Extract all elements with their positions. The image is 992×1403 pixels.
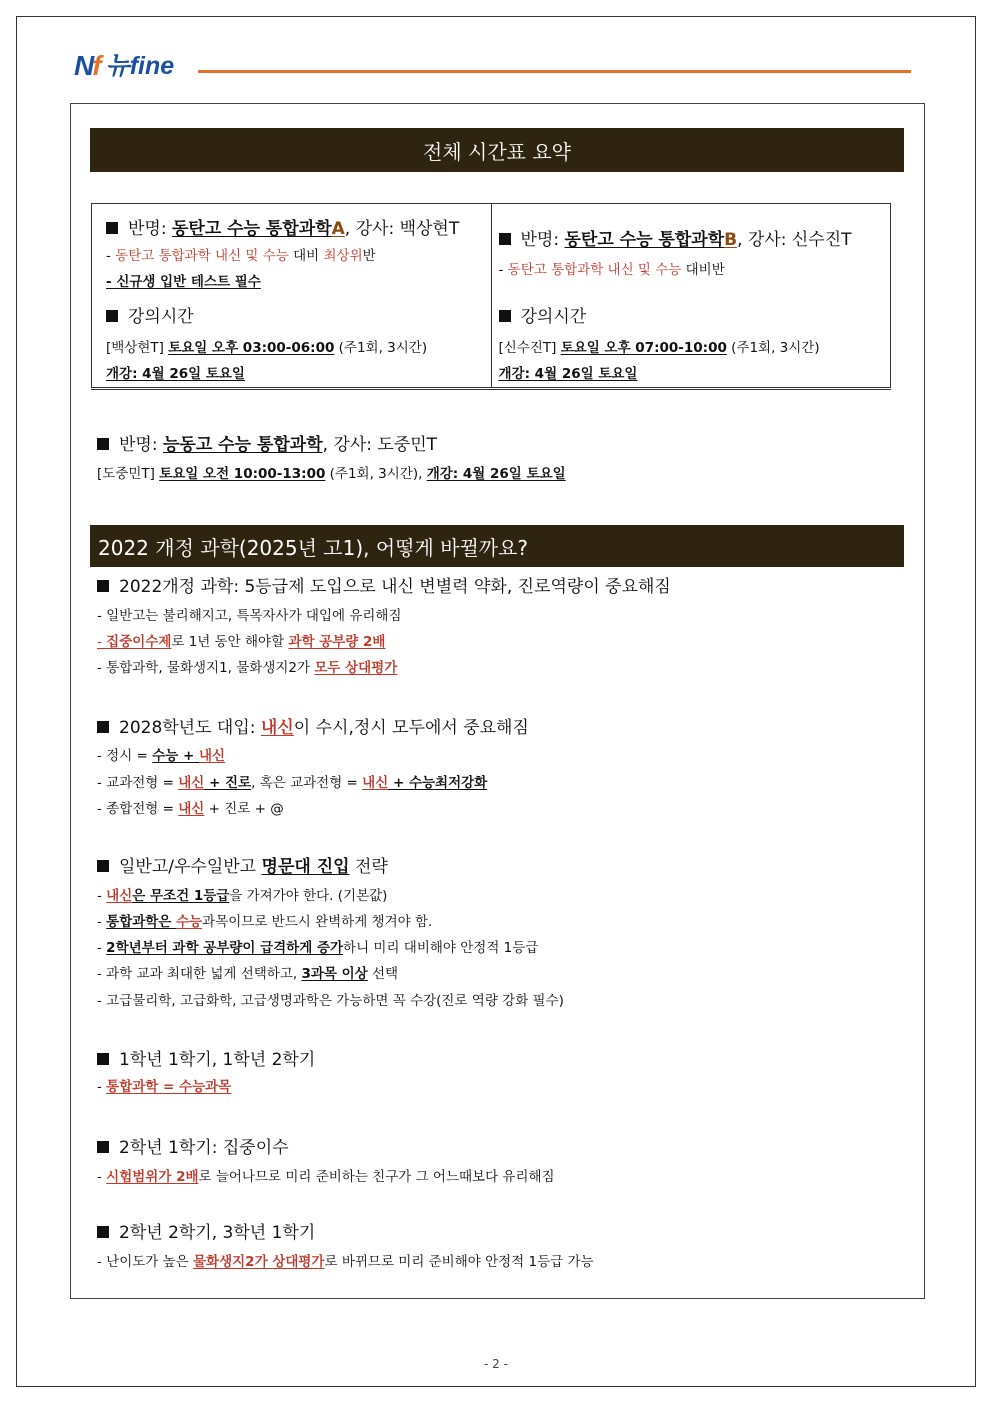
s2-line1-c: + <box>178 748 199 764</box>
class-c-prefix: 반명: <box>119 435 163 455</box>
s4-line1-text: 통합과학 = 수능과목 <box>106 1079 232 1095</box>
s1-heading-text: 2022개정 과학: 5등급제 도입으로 내신 변별력 약화, 진로역량이 중요해짐 <box>119 577 671 597</box>
class-b-prefix: 반명: <box>520 230 565 250</box>
s2-line1-a: 정시 = <box>106 748 153 764</box>
class-a-time-heading <box>106 302 194 327</box>
class-b-teacher: , 강사: 신수진T <box>737 230 852 250</box>
s3-line4-c: 선택 <box>367 966 399 982</box>
s2-line3-a: 종합전형 = <box>106 801 179 817</box>
s6-heading <box>97 1218 315 1243</box>
class-a-title <box>106 214 459 239</box>
class-c-time <box>97 462 566 482</box>
class-a-name: 동탄고 수능 통합과학 <box>171 219 332 239</box>
s3-heading-b: 명문대 진입 <box>261 857 350 877</box>
s3-line2-a: 통합과학은 <box>106 914 177 930</box>
class-a-desc-red: 동탄고 통합과학 내신 및 수능 <box>115 248 289 264</box>
logo <box>74 50 174 80</box>
s6-heading-text: 2학년 2학기, 3학년 1학기 <box>119 1223 316 1243</box>
s1-line3: - 통합과학, 물화생지1, 물화생지2가 모두 상대평가 <box>97 660 398 676</box>
s4-heading-text: 1학년 1학기, 1학년 2학기 <box>119 1050 316 1070</box>
s6-line1-a: 난이도가 높은 <box>106 1254 194 1270</box>
class-a-cell <box>92 204 491 387</box>
s3-line1-b: 은 무조건 1등급 <box>132 888 230 904</box>
s2-line1: - 정시 = 수능 + 내신 <box>97 748 226 764</box>
s5-heading <box>97 1133 289 1158</box>
class-c-time-slot: 토요일 오전 10:00-13:00 <box>159 466 326 482</box>
class-a-letter: A <box>331 219 345 239</box>
bullet-square-icon <box>106 222 118 234</box>
class-c-title <box>97 430 437 455</box>
bullet-square-icon <box>97 860 109 872</box>
s5-line1: - 시험범위가 2배로 늘어나므로 미리 준비하는 친구가 그 어느때보다 유리해짐 <box>97 1169 555 1185</box>
s3-line5: - 고급물리학, 고급화학, 고급생명과학은 가능하면 꼭 수강(진로 역량 강화 필수) <box>97 993 564 1009</box>
s1-line2: - 집중이수제로 1년 동안 해야할 과학 공부량 2배 <box>97 634 386 650</box>
s6-line1: - 난이도가 높은 물화생지2가 상대평가로 바뀌므로 미리 준비해야 안정적 1등급 가능 <box>97 1254 594 1270</box>
s2-line3: - 종합전형 = 내신 + 진로 + @ <box>97 801 284 817</box>
class-b-name: 동탄고 수능 통합과학 <box>564 230 725 250</box>
class-b-time-slot: 토요일 오후 07:00-10:00 <box>560 340 727 356</box>
s2-heading-b: 내신 <box>260 718 294 738</box>
class-b-time-teacher: [신수진T] <box>498 340 561 356</box>
class-b-open: 개강: 4월 26일 토요일 <box>498 366 638 382</box>
class-a-prefix: 반명: <box>128 219 172 239</box>
page-number: - 2 - <box>484 1357 508 1371</box>
class-b-cell <box>491 204 891 387</box>
s2-line2-b: 내신 <box>178 775 205 791</box>
s3-line3: - 2학년부터 과학 공부량이 급격하게 증가하니 미리 대비해야 안정적 1등급 <box>97 940 539 956</box>
s3-line1: - 내신은 무조건 1등급을 가져가야 한다. (기본값) <box>97 888 388 904</box>
s1-line1: - 일반고는 불리해지고, 특목자사가 대입에 유리해짐 <box>97 608 402 624</box>
class-a-time <box>106 336 427 356</box>
s3-heading-c: 전략 <box>349 857 388 877</box>
bullet-square-icon <box>97 1141 109 1153</box>
s2-line2-d: 진로 <box>225 775 252 791</box>
s5-heading-text: 2학년 1학기: 집중이수 <box>119 1138 289 1158</box>
class-a-desc: - 동탄고 통합과학 내신 및 수능 대비 최상위반 <box>106 248 376 264</box>
class-b-time-heading <box>499 302 587 327</box>
s3-line2-b: 수능 <box>176 914 203 930</box>
s1-line3-b: 모두 상대평가 <box>314 660 398 676</box>
s5-line1-a: 시험범위가 2배 <box>106 1169 199 1185</box>
s2-line2-a: 교과전형 = <box>106 775 179 791</box>
s3-line1-a: 내신 <box>106 888 133 904</box>
s2-heading-c: 이 수시,정시 모두에서 중요해짐 <box>293 718 529 738</box>
s2-heading-a: 2028학년도 대입: <box>119 718 261 738</box>
class-a-desc2: - 신규생 입반 테스트 필수 <box>106 274 261 290</box>
class-b-letter: B <box>724 230 738 250</box>
s2-line2-h: 수능최저강화 <box>408 775 488 791</box>
class-b-desc-red: 동탄고 통합과학 내신 및 수능 <box>507 262 682 278</box>
s6-line1-c: 로 바뀌므로 미리 준비해야 안정적 1등급 가능 <box>324 1254 594 1270</box>
class-c-time-note: (주1회, 3시간), <box>325 466 427 482</box>
s3-line5-text: 고급물리학, 고급화학, 고급생명과학은 가능하면 꼭 수강(진로 역량 강화 필수) <box>106 993 564 1009</box>
s2-line2-c: + <box>204 775 226 791</box>
s1-line2-c: 과학 공부량 2배 <box>288 634 386 650</box>
bullet-square-icon <box>97 1053 109 1065</box>
s3-heading-a: 일반고/우수일반고 <box>119 857 262 877</box>
s2-line3-c: + 진로 + @ <box>204 801 284 817</box>
s3-line3-a: 2학년부터 과학 공부량이 급격하게 증가 <box>106 940 344 956</box>
logo-text: 뉴fine <box>105 52 175 80</box>
bullet-square-icon <box>499 310 511 322</box>
class-a-desc-red2: 최상위 <box>323 248 363 264</box>
class-b-time <box>499 336 820 356</box>
class-a-teacher: , 강사: 백상현T <box>344 219 460 239</box>
s4-line1: - 통합과학 = 수능과목 <box>97 1079 232 1095</box>
s1-line3-a: 통합과학, 물화생지1, 물화생지2가 <box>106 660 315 676</box>
s2-line2-e: , 혹은 교과전형 = <box>251 775 363 791</box>
s3-line4: - 과학 교과 최대한 넓게 선택하고, 3과목 이상 선택 <box>97 966 399 982</box>
class-a-open: 개강: 4월 26일 토요일 <box>106 366 245 382</box>
s1-line2-b: 로 1년 동안 해야할 <box>171 634 289 650</box>
bullet-square-icon <box>97 1226 109 1238</box>
s1-line2-a: 집중이수제 <box>106 634 172 650</box>
schedule-table <box>91 203 891 388</box>
s3-line4-b: 3과목 이상 <box>301 966 368 982</box>
s1-heading <box>97 572 671 597</box>
s5-line1-b: 로 늘어나므로 미리 준비하는 친구가 그 어느때보다 유리해짐 <box>198 1169 555 1185</box>
header-rule <box>198 70 911 73</box>
bullet-square-icon <box>499 233 511 245</box>
schedule-table-bottom-rule <box>91 385 891 390</box>
s2-line2: - 교과전형 = 내신 + 진로, 혹은 교과전형 = 내신 + 수능최저강화 <box>97 775 488 791</box>
class-a-desc-end: 반 <box>362 248 376 264</box>
s2-line2-f: 내신 <box>362 775 389 791</box>
class-b-time-note: (주1회, 3시간) <box>726 340 820 356</box>
class-c-teacher: , 강사: 도중민T <box>322 435 438 455</box>
reform-title: 2022 개정 과학(2025년 고1), 어떻게 바뀔까요? <box>90 525 904 567</box>
s2-heading <box>97 713 529 738</box>
logo-mark <box>74 52 100 80</box>
s3-line2: - 통합과학은 수능과목이므로 반드시 완벽하게 챙겨야 함. <box>97 914 433 930</box>
s2-line2-g: + <box>388 775 409 791</box>
class-b-time-heading-text: 강의시간 <box>520 307 587 327</box>
bullet-square-icon <box>97 721 109 733</box>
s3-line1-c: 을 가져가야 한다. (기본값) <box>229 888 388 904</box>
class-a-time-heading-text: 강의시간 <box>128 307 194 327</box>
s3-line3-b: 하니 미리 대비해야 안정적 1등급 <box>343 940 539 956</box>
s6-line1-b: 물화생지2가 상대평가 <box>193 1254 325 1270</box>
logo-mark-f: f <box>92 50 100 81</box>
s2-line1-b: 수능 <box>152 748 179 764</box>
s3-line2-c: 과목이므로 반드시 완벽하게 챙겨야 함. <box>202 914 433 930</box>
s3-line4-a: 과학 교과 최대한 넓게 선택하고, <box>106 966 302 982</box>
class-b-desc: - 동탄고 통합과학 내신 및 수능 대비반 <box>498 262 725 278</box>
class-a-time-teacher: [백상현T] <box>106 340 169 356</box>
class-a-desc2-text: 신규생 입반 테스트 필수 <box>116 274 261 290</box>
class-a-desc-mid: 대비 <box>288 248 324 264</box>
s2-line1-d: 내신 <box>198 748 226 764</box>
class-b-desc-end: 대비반 <box>681 262 725 278</box>
bullet-square-icon <box>97 438 109 450</box>
class-a-time-slot: 토요일 오후 03:00-06:00 <box>168 340 335 356</box>
s1-line1-text: 일반고는 불리해지고, 특목자사가 대입에 유리해짐 <box>106 608 402 624</box>
class-c-name: 능동고 수능 통합과학 <box>162 435 323 455</box>
class-c-open: 개강: 4월 26일 토요일 <box>426 466 566 482</box>
logo-mark-n: N <box>74 50 93 81</box>
summary-title: 전체 시간표 요약 <box>90 128 904 172</box>
class-c-time-teacher: [도중민T] <box>97 466 160 482</box>
s4-heading <box>97 1045 315 1070</box>
s3-heading <box>97 852 388 877</box>
s2-line3-b: 내신 <box>178 801 205 817</box>
bullet-square-icon <box>97 580 109 592</box>
class-b-title <box>499 225 852 250</box>
bullet-square-icon <box>106 310 118 322</box>
class-a-time-note: (주1회, 3시간) <box>334 340 428 356</box>
